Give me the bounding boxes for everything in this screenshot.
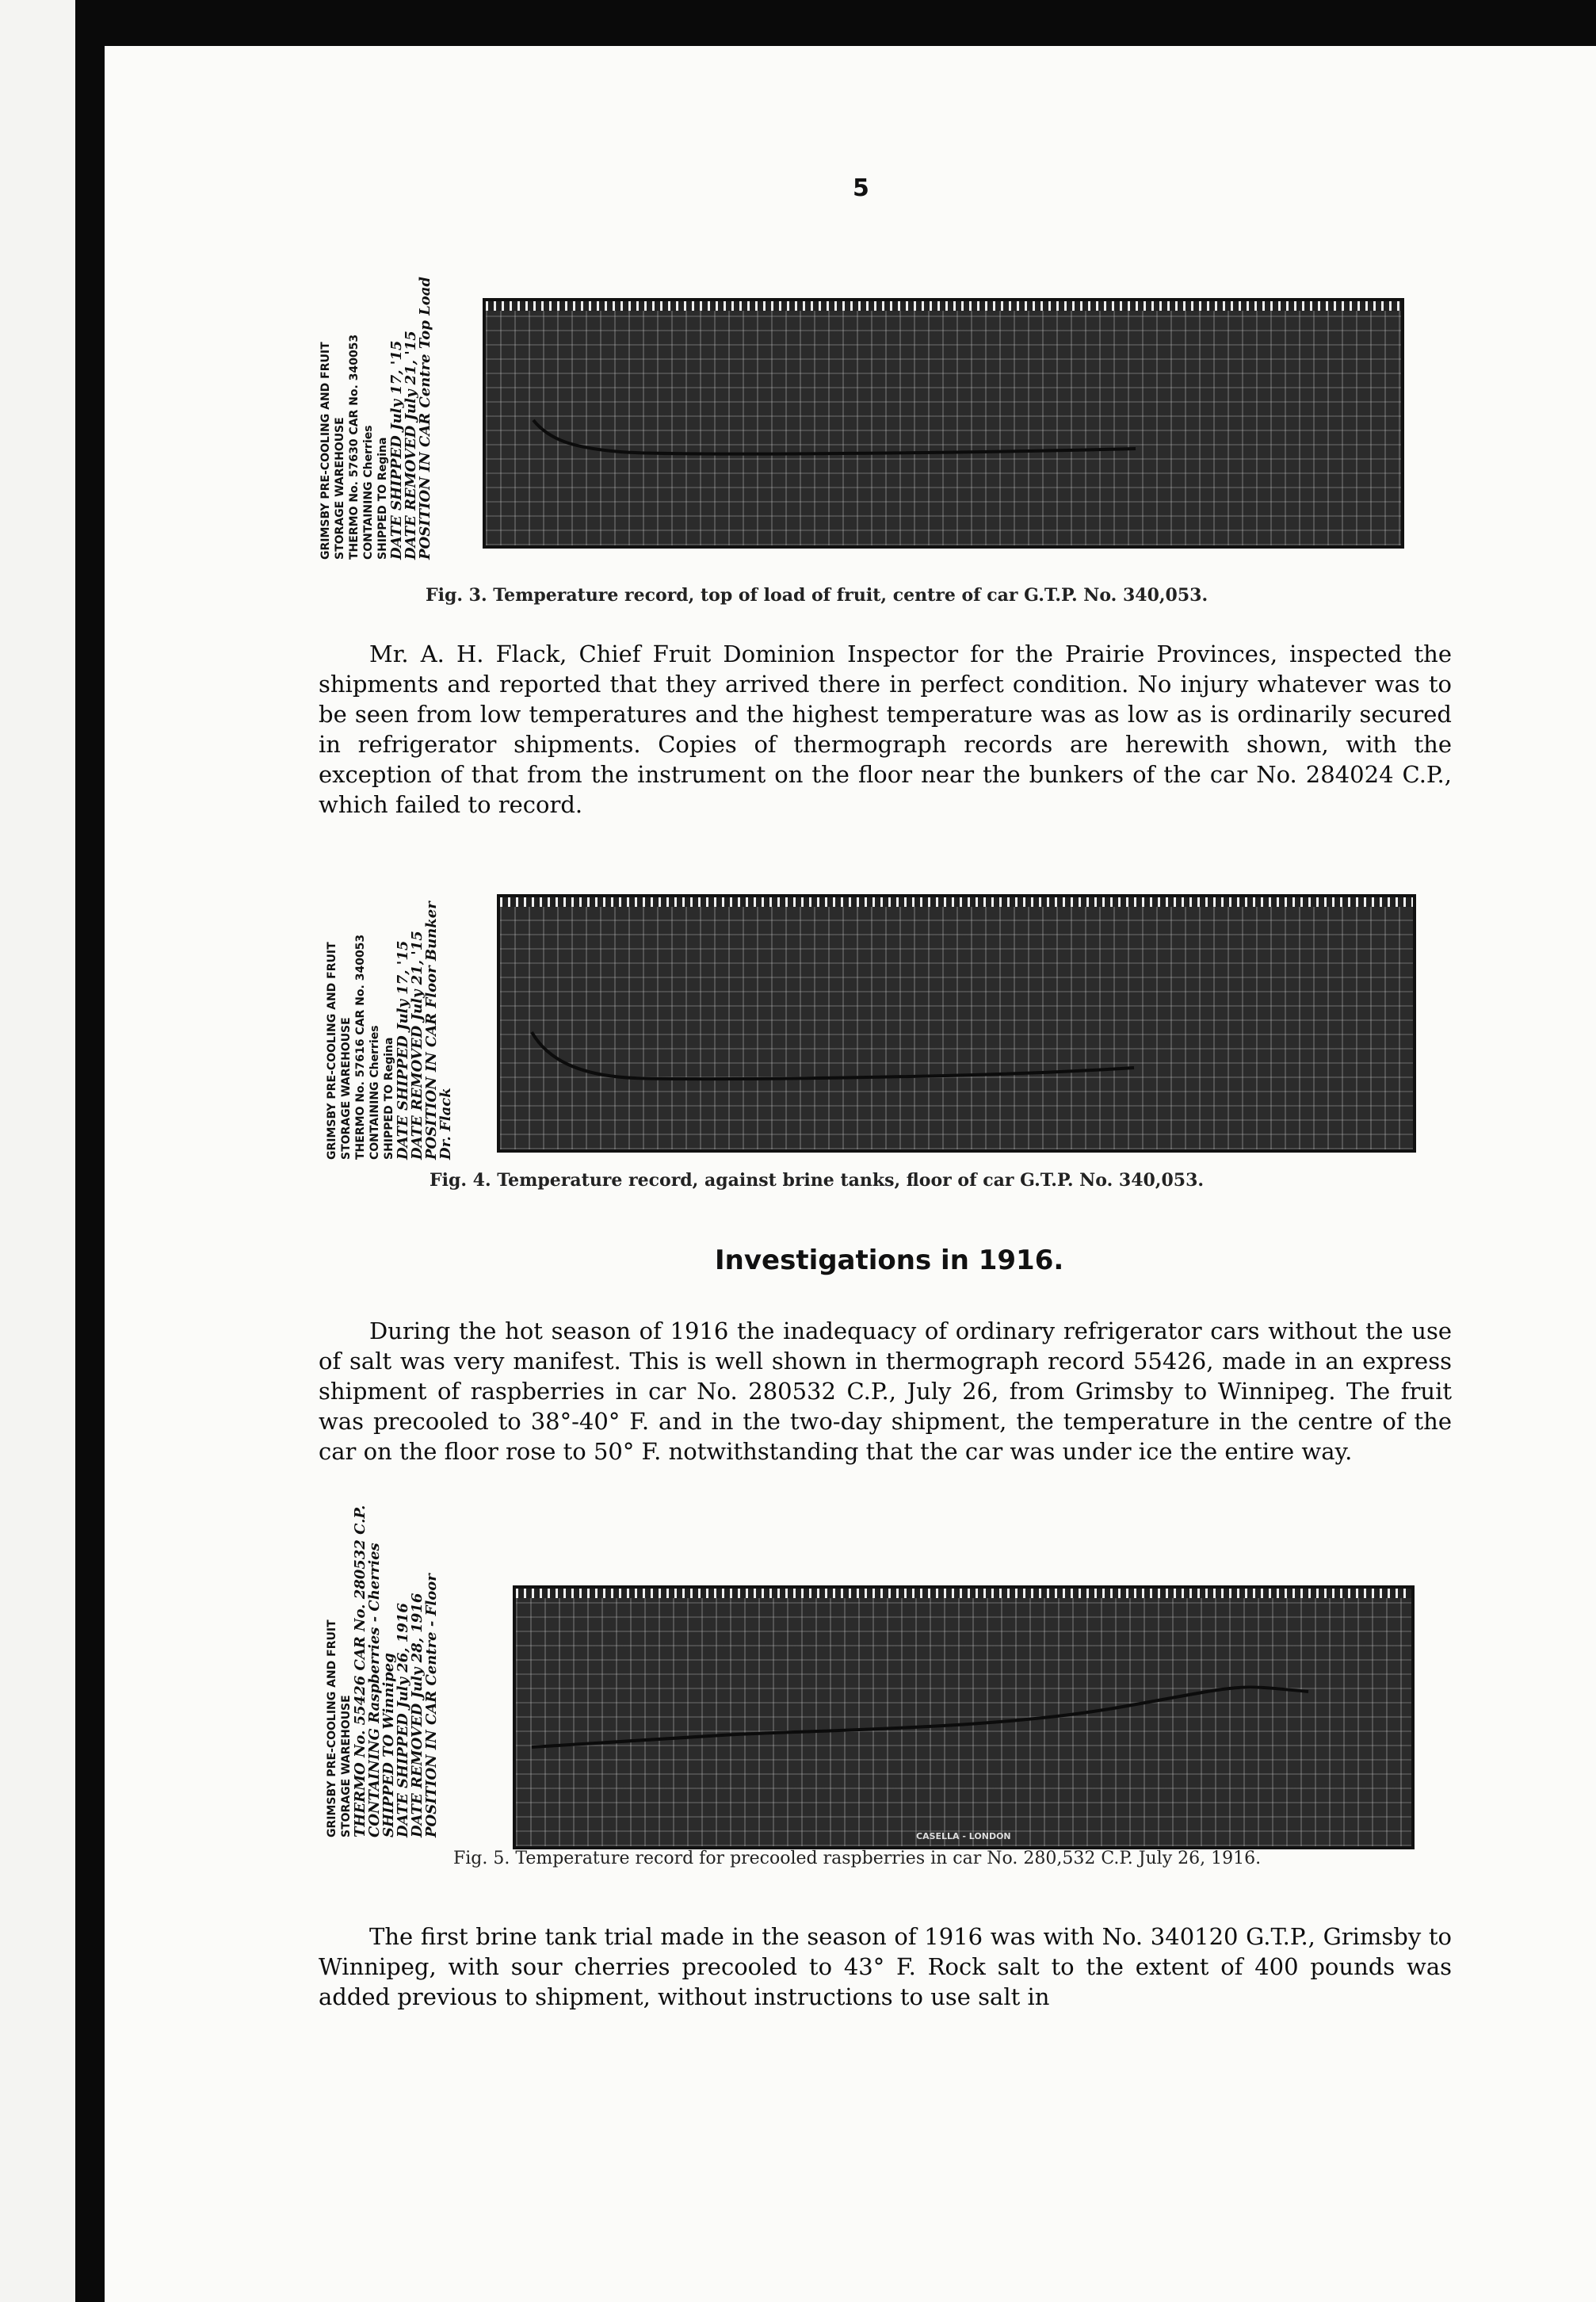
figure-5-caption: Fig. 5. Temperature record for precooled raspberries in car No. 280,532 C.P. July 26, 1916. [453,1849,1262,1868]
paragraph-brine-tank-trial: The first brine tank trial made in the season of 1916 was with No. 340120 G.T.P., Grimsby to Winnipeg, with sour cherries precooled to 43° F. Rock salt to the extent of 400 pounds was added previous to shipment, without instructions to use salt in [319,1923,1452,2010]
figure-5-thermograph-chart [513,1585,1415,1849]
page-number: 5 [853,174,869,202]
figure-4-caption: Fig. 4. Temperature record, against brine tanks, floor of car G.T.P. No. 340,053. [430,1170,1205,1191]
figure-5-trace [516,1589,1411,1846]
figure-3-record-label: GRIMSBY PRE-COOLING AND FRUIT STORAGE WAREHOUSE THERMO No. 57630 CAR No. 340053 CONTAINING Cherries SHIPPED TO Regina DATE SHIPPED July 17, '15 DATE REMOVED July 21, '15 POSITION IN CAR Centre Top Load [319,277,433,560]
figure-5 [319,1505,1555,1879]
figure-5-record-label: GRIMSBY PRE-COOLING AND FRUIT STORAGE WAREHOUSE THERMO No. 55426 CAR No. 280532 C.P. CONTAINING Raspberries - Cherries SHIPPED TO Winnipeg DATE SHIPPED July 26, 1916 DATE REMOVED July 28, 1916 POSITION IN CAR Centre - Floor [326,1505,440,1837]
figure-4-thermograph-chart [497,894,1416,1153]
figure-5-maker-mark: CASELLA - LONDON [916,1831,1011,1841]
figure-3-caption: Fig. 3. Temperature record, top of load of fruit, centre of car G.T.P. No. 340,053. [426,585,1208,606]
figure-4-trace [500,897,1413,1149]
figure-3 [319,243,1531,606]
figure-4 [319,862,1531,1211]
figure-3-trace [486,301,1401,545]
section-heading: Investigations in 1916. [715,1245,1064,1276]
figure-3-thermograph-chart [483,298,1404,549]
document-page [105,46,1596,2302]
paragraph-flack-inspection: Mr. A. H. Flack, Chief Fruit Dominion Inspector for the Prairie Provinces, inspected the shipments and reported that they arrived there in perfect condition. No injury whatever was to be seen from low temperatures and the highest temperature was as low as is ordinarily secured in refrigerator shipments. Copies of thermograph records are herewith shown, with the exception of that from the instrument on the floor near the bunkers of the car No. 284024 C.P., which failed to record. [319,641,1452,818]
adjacent-page-edge [0,0,75,2302]
paragraph-1916-investigation: During the hot season of 1916 the inadequacy of ordinary refrigerator cars without the use of salt was very manifest. This is well shown in thermograph record 55426, made in an express shipment of raspberries in car No. 280532 C.P., July 26, from Grimsby to Winnipeg. The fruit was precooled to 38°-40° F. and in the two-day shipment, the temperature in the centre of the car on the floor rose to 50° F. notwithstanding that the car was under ice the entire way. [319,1317,1452,1465]
figure-4-record-label: GRIMSBY PRE-COOLING AND FRUIT STORAGE WAREHOUSE THERMO No. 57616 CAR No. 340053 CONTAINING Cherries SHIPPED TO Regina DATE SHIPPED July 17, '15 DATE REMOVED July 21, '15 POSITION IN CAR Floor Bunker Dr. Flack [326,901,454,1160]
